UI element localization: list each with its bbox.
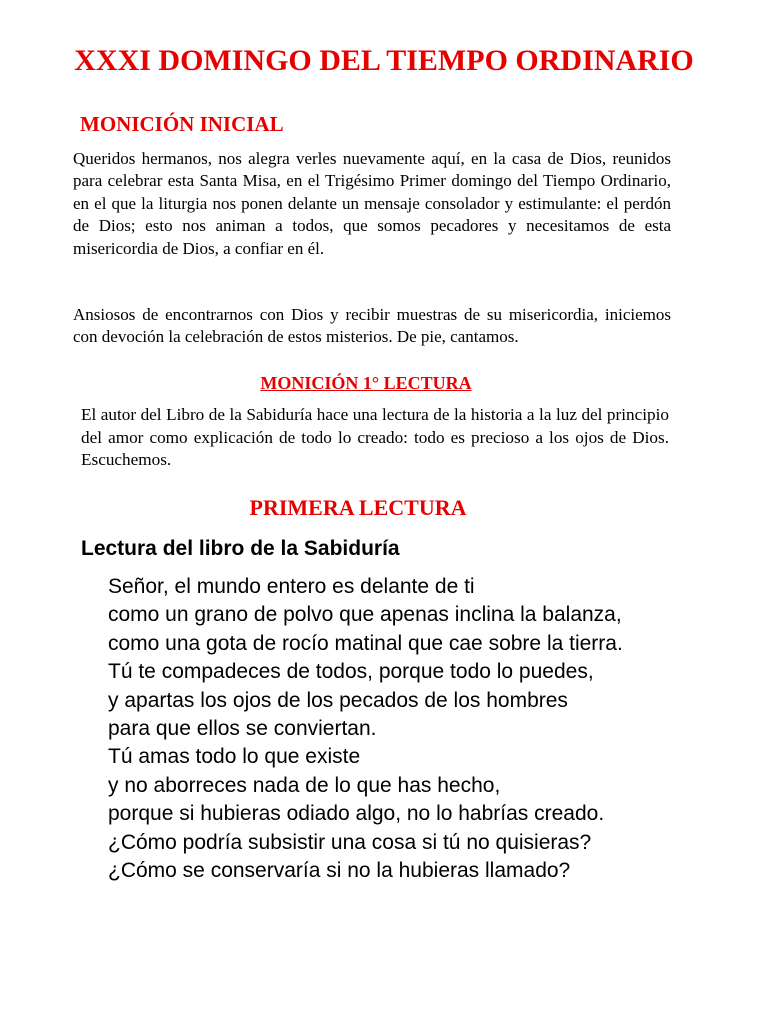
monicion-inicial-heading: MONICIÓN INICIAL	[80, 112, 284, 136]
verse-line: para que ellos se conviertan.	[108, 717, 377, 741]
verse-line: Tú te compadeces de todos, porque todo lo puedes,	[108, 660, 594, 684]
verse-line: Tú amas todo lo que existe	[108, 745, 361, 769]
verse-line: ¿Cómo se conservaría si no la hubieras llamado?	[108, 859, 571, 883]
verse-line: y apartas los ojos de los pecados de los hombres	[108, 688, 568, 712]
verse-line: y no aborreces nada de lo que has hecho,	[108, 773, 501, 797]
reading-verses	[108, 573, 670, 885]
verse-line: porque si hubieras odiado algo, no lo habrías creado.	[108, 802, 605, 826]
verse-line: Señor, el mundo entero es delante de ti	[108, 575, 475, 598]
document-title: XXXI DOMINGO DEL TIEMPO ORDINARIO	[74, 44, 694, 77]
verse-line: ¿Cómo podría subsistir una cosa si tú no quisieras?	[108, 830, 592, 854]
reading-title: Lectura del libro de la Sabiduría	[81, 537, 400, 560]
verse-line: como un grano de polvo que apenas inclina la balanza,	[108, 603, 622, 627]
monicion-inicial-paragraph-2: Ansiosos de encontrarnos con Dios y recibir muestras de su misericordia, iniciemos con devoción la celebración de estos misterios. De pie, cantamos.	[73, 305, 671, 347]
monicion-inicial-paragraph-1: Queridos hermanos, nos alegra verles nuevamente aquí, en la casa de Dios, reunidos para celebrar esta Santa Misa, en el Trigésimo Primer domingo del Tiempo Ordinario, en el que la liturgia nos ponen delante un mensaje consolador y estimulante: el perdón de Dios; esto nos animan a todos, que somos pecadores y necesitamos de esta misericordia de Dios, a confiar en él.	[73, 149, 671, 258]
monicion-primera-lectura-heading: MONICIÓN 1° LECTURA	[260, 373, 472, 393]
monicion-primera-lectura-text: El autor del Libro de la Sabiduría hace una lectura de la historia a la luz del principio del amor como explicación de todo lo creado: todo es precioso a los ojos de Dios. Escuchemos.	[81, 405, 669, 470]
primera-lectura-heading: PRIMERA LECTURA	[249, 495, 467, 520]
verse-line: como una gota de rocío matinal que cae sobre la tierra.	[108, 631, 623, 655]
